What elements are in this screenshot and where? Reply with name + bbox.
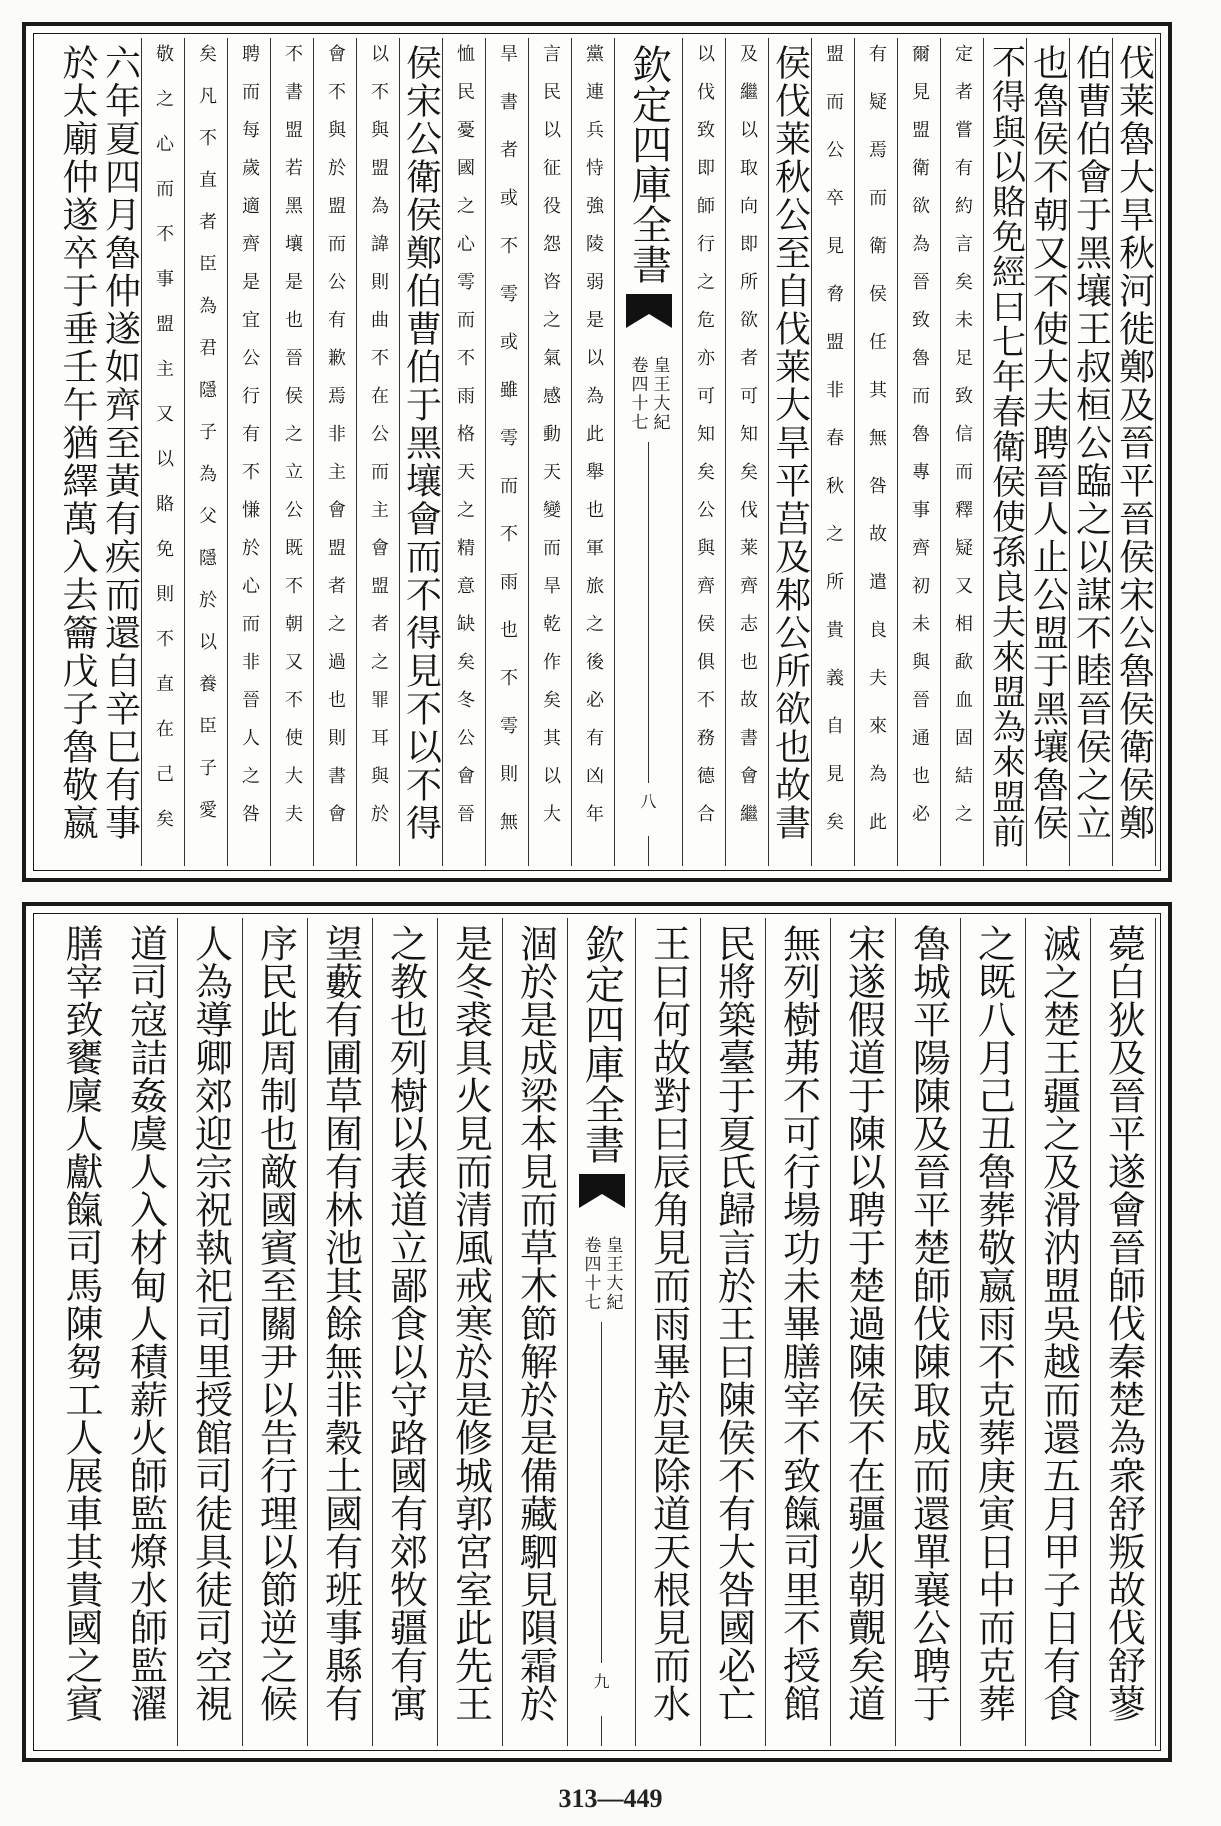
main-text: 望藪有圃草囿有林池其餘無非穀土國有班事縣有 <box>318 924 363 1722</box>
text-column <box>400 38 443 866</box>
commentary-text: 黨連兵恃強陵弱是以為此舉也軍旅之後必有凶年 <box>583 44 604 842</box>
main-text: 道司寇詰姦虞人入材甸人積薪火師監燎水師監濯 <box>123 924 168 1722</box>
text-column <box>271 38 314 866</box>
main-text: 宋遂假道于陳以聘于楚過陳侯不在疆火朝覿矣道 <box>841 924 886 1722</box>
commentary-text: 敬之心而不事盟主又以賂免則不直在己矣 <box>153 44 174 854</box>
text-column <box>769 38 812 866</box>
text-column <box>1026 918 1091 1746</box>
text-column <box>56 38 99 866</box>
center-spine <box>615 38 683 866</box>
text-column <box>1027 38 1070 866</box>
main-text: 六年夏四月魯仲遂如齊至黃有疾而還自辛巳有事 <box>99 44 141 842</box>
text-column <box>142 38 185 866</box>
text-column <box>99 38 142 866</box>
spine-rule <box>601 1322 602 1663</box>
text-column <box>178 918 243 1746</box>
main-text: 無列樹茀不可行場功未畢膳宰不致餼司里不授館 <box>776 924 821 1722</box>
main-text: 之既八月己丑魯葬敬嬴雨不克葬庚寅日中而克葬 <box>971 924 1016 1722</box>
main-text: 王曰何故對曰辰角見而雨畢於是除道天根見而水 <box>646 924 691 1722</box>
commentary-text: 聘而每歲適齊是宜公行有不慊於心而非晉人之咎 <box>239 44 260 842</box>
commentary-text: 定者嘗有約言矣未足致信而釋疑又相歃血固結之 <box>952 44 973 842</box>
center-spine <box>568 918 636 1746</box>
text-column <box>443 38 486 866</box>
commentary-text: 不書盟若黑壤是也晉侯之立公既不朝又不使大夫 <box>282 44 303 842</box>
main-text: 也魯侯不朝又不使大夫聘晉人止公盟于黑壤魯侯 <box>1027 44 1069 842</box>
text-column <box>701 918 766 1746</box>
text-column <box>185 38 228 866</box>
book-title: 欽定四庫全書 <box>578 924 625 1164</box>
text-column <box>572 38 615 866</box>
text-column <box>831 918 896 1746</box>
text-column <box>308 918 373 1746</box>
leaf-number: 九 <box>593 1672 610 1691</box>
text-column <box>486 38 529 866</box>
work-name: 皇王大紀 <box>602 1236 623 1312</box>
lower-page-columns <box>38 918 1156 1746</box>
commentary-text: 旱書者或不雩或雖雩而不雨也不雩則無 <box>497 44 518 860</box>
main-text: 於太廟仲遂卒于垂壬午猶繹萬入去籥戊子魯敬嬴 <box>57 44 98 842</box>
main-text: 侯宋公衛侯鄭伯曹伯于黑壤會而不得見不以不得 <box>400 44 442 842</box>
commentary-text: 會不與於盟而公有歉焉非主會盟者之過也則書會 <box>325 44 346 842</box>
upper-page-columns <box>38 38 1156 866</box>
text-column <box>766 918 831 1746</box>
page-footer-number: 313—449 <box>558 1784 663 1813</box>
main-text: 之教也列樹以表道立鄙食以守路國有郊牧疆有寓 <box>383 924 428 1722</box>
text-column <box>898 38 941 866</box>
spine-rule <box>648 836 649 866</box>
main-text: 涸於是成梁本見而草木節解於是備藏駟見隕霜於 <box>513 924 558 1722</box>
main-text: 序民此周制也敵國賓至關尹以告行理以節逆之候 <box>253 924 298 1722</box>
text-column <box>113 918 178 1746</box>
text-column <box>855 38 898 866</box>
commentary-text: 及繼以取向即所欲者可知矣伐莱齊志也故書會繼 <box>737 44 758 842</box>
main-text: 伯曹伯會于黑壤王叔桓公臨之以謀不睦晉侯之立 <box>1070 44 1112 842</box>
main-text: 侯伐莱秋公至自伐莱大旱平莒及邾公所欲也故書 <box>769 44 811 842</box>
text-column <box>243 918 308 1746</box>
chapter-number: 卷四十七 <box>580 1236 601 1312</box>
text-column <box>683 38 726 866</box>
text-column <box>812 38 855 866</box>
fish-tail-ornament-icon <box>577 1172 627 1212</box>
text-column <box>961 918 1026 1746</box>
text-column <box>438 918 503 1746</box>
text-column <box>228 38 271 866</box>
main-text: 人為導卿郊迎宗祝執祀司里授館司徒具徒司空視 <box>188 924 233 1722</box>
volume-info <box>582 1236 622 1312</box>
main-text: 民將築臺于夏氏歸言於王曰陳侯不有大咎國必亡 <box>711 924 756 1722</box>
text-column <box>896 918 961 1746</box>
text-column <box>1091 918 1156 1746</box>
main-text: 不得與以賂免經曰七年春衛侯使孫良夫來盟為來盟前 <box>985 44 1026 849</box>
commentary-text: 以伐致即師行之危亦可知矣公與齊侯俱不務德合 <box>694 44 715 842</box>
upper-page <box>22 22 1172 882</box>
text-column <box>503 918 568 1746</box>
main-text: 魯城平陽陳及晉平楚師伐陳取成而還單襄公聘于 <box>906 924 951 1722</box>
commentary-text: 盟而公卒見脅盟非春秋之所貴義自見矣 <box>823 44 844 860</box>
commentary-text: 言民以征役怨咨之氣感動天變而旱乾作矣其以大 <box>540 44 561 842</box>
text-column <box>529 38 572 866</box>
main-text: 伐莱魯大旱秋河徙鄭及晉平晉侯宋公魯侯衛侯鄭 <box>1113 44 1155 842</box>
main-text: 是冬裘具火見而清風戒寒於是修城郭宮室此先王 <box>448 924 493 1722</box>
text-column <box>1113 38 1156 866</box>
text-column <box>357 38 400 866</box>
work-name: 皇王大紀 <box>649 356 670 432</box>
commentary-text: 爾見盟衛欲為晉致魯而魯專事齊初未與晉通也必 <box>909 44 930 842</box>
fish-tail-ornament-icon <box>624 292 674 332</box>
text-column <box>636 918 701 1746</box>
commentary-text: 以不與盟為諱則曲不在公而主會盟者之罪耳與於 <box>368 44 389 842</box>
leaf-number: 八 <box>640 792 657 811</box>
main-text: 滅之楚王疆之及滑汭盟吳越而還五月甲子日有食 <box>1036 924 1081 1722</box>
text-column <box>984 38 1027 866</box>
text-column <box>48 918 113 1746</box>
book-title: 欽定四庫全書 <box>625 44 672 284</box>
volume-info <box>629 356 669 432</box>
text-column <box>373 918 438 1746</box>
text-column <box>314 38 357 866</box>
chapter-number: 卷四十七 <box>627 356 648 432</box>
main-text: 薨白狄及晉平遂會晉師伐秦楚為衆舒叛故伐舒蓼 <box>1101 924 1146 1722</box>
text-column <box>726 38 769 866</box>
spine-rule <box>648 442 649 783</box>
commentary-text: 矣凡不直者臣為君隱子為父隱於以養臣子愛 <box>196 44 217 842</box>
commentary-text: 有疑焉而衛侯任其無咎故遣良夫來為此 <box>866 44 887 860</box>
text-column <box>1070 38 1113 866</box>
main-text: 膳宰致饔廩人獻餼司馬陳芻工人展車其貴國之賓 <box>59 924 103 1722</box>
spine-rule <box>601 1716 602 1746</box>
commentary-text: 恤民憂國之心雩而不雨格天之精意缺矣冬公會晉 <box>454 44 475 842</box>
text-column <box>941 38 984 866</box>
lower-page <box>22 902 1172 1762</box>
